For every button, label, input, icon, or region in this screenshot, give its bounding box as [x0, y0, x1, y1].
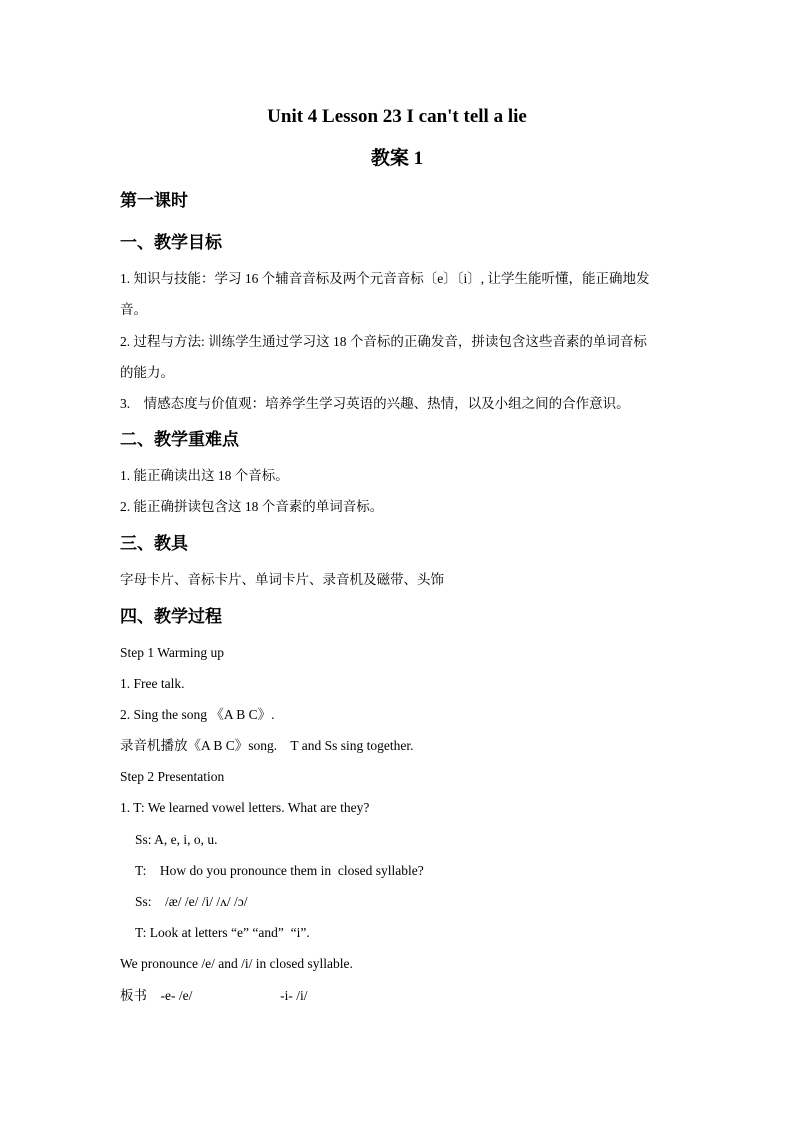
objective-1-line-2: 音。 [120, 302, 147, 317]
materials-text: 字母卡片、音标卡片、单词卡片、录音机及磁带、头饰 [120, 572, 444, 587]
objective-2-line-2: 的能力。 [120, 365, 174, 380]
step-2-item-1: 1. T: We learned vowel letters. What are they? [120, 800, 370, 815]
key-point-1: 1. 能正确读出这 18 个音标。 [120, 468, 289, 483]
section-heading-procedure: 四、教学过程 [120, 607, 222, 626]
lesson-heading: 第一课时 [120, 191, 188, 210]
board-notes: 板书 -e- /e/ -i- /i/ [120, 988, 308, 1003]
section-heading-materials: 三、教具 [120, 534, 188, 553]
step-2-dialogue-1: Ss: A, e, i, o, u. [135, 832, 218, 847]
step-2-title: Step 2 Presentation [120, 769, 225, 784]
objective-2-line-1: 2. 过程与方法: 训练学生通过学习这 18 个音标的正确发音，拼读包含这些音素的单词音标 [120, 334, 647, 349]
step-1-item-3: 录音机播放《A B C》song. T and Ss sing together. [120, 738, 414, 753]
step-2-dialogue-2: T: How do you pronounce them in closed syllable? [135, 863, 424, 878]
step-2-dialogue-3: Ss: /æ/ /e/ /i/ /ʌ/ /ɔ/ [135, 894, 248, 909]
step-2-statement: We pronounce /e/ and /i/ in closed syllable. [120, 956, 353, 971]
key-point-2: 2. 能正确拼读包含这 18 个音素的单词音标。 [120, 499, 384, 514]
objective-3: 3. 情感态度与价值观：培养学生学习英语的兴趣、热情，以及小组之间的合作意识。 [120, 396, 630, 411]
document-subtitle: 教案 1 [370, 148, 424, 169]
step-1-item-2: 2. Sing the song 《A B C》. [120, 707, 275, 722]
step-2-dialogue-4: T: Look at letters “e” “and” “i”. [135, 925, 310, 940]
objective-1-line-1: 1. 知识与技能：学习 16 个辅音音标及两个元音音标〔e〕〔i〕, 让学生能听懂，能正确地发 [120, 271, 650, 286]
section-heading-key-points: 二、教学重难点 [120, 430, 239, 449]
document-title: Unit 4 Lesson 23 I can't tell a lie [267, 106, 527, 127]
step-1-item-1: 1. Free talk. [120, 676, 185, 691]
step-1-title: Step 1 Warming up [120, 645, 225, 660]
section-heading-objectives: 一、教学目标 [120, 233, 222, 252]
